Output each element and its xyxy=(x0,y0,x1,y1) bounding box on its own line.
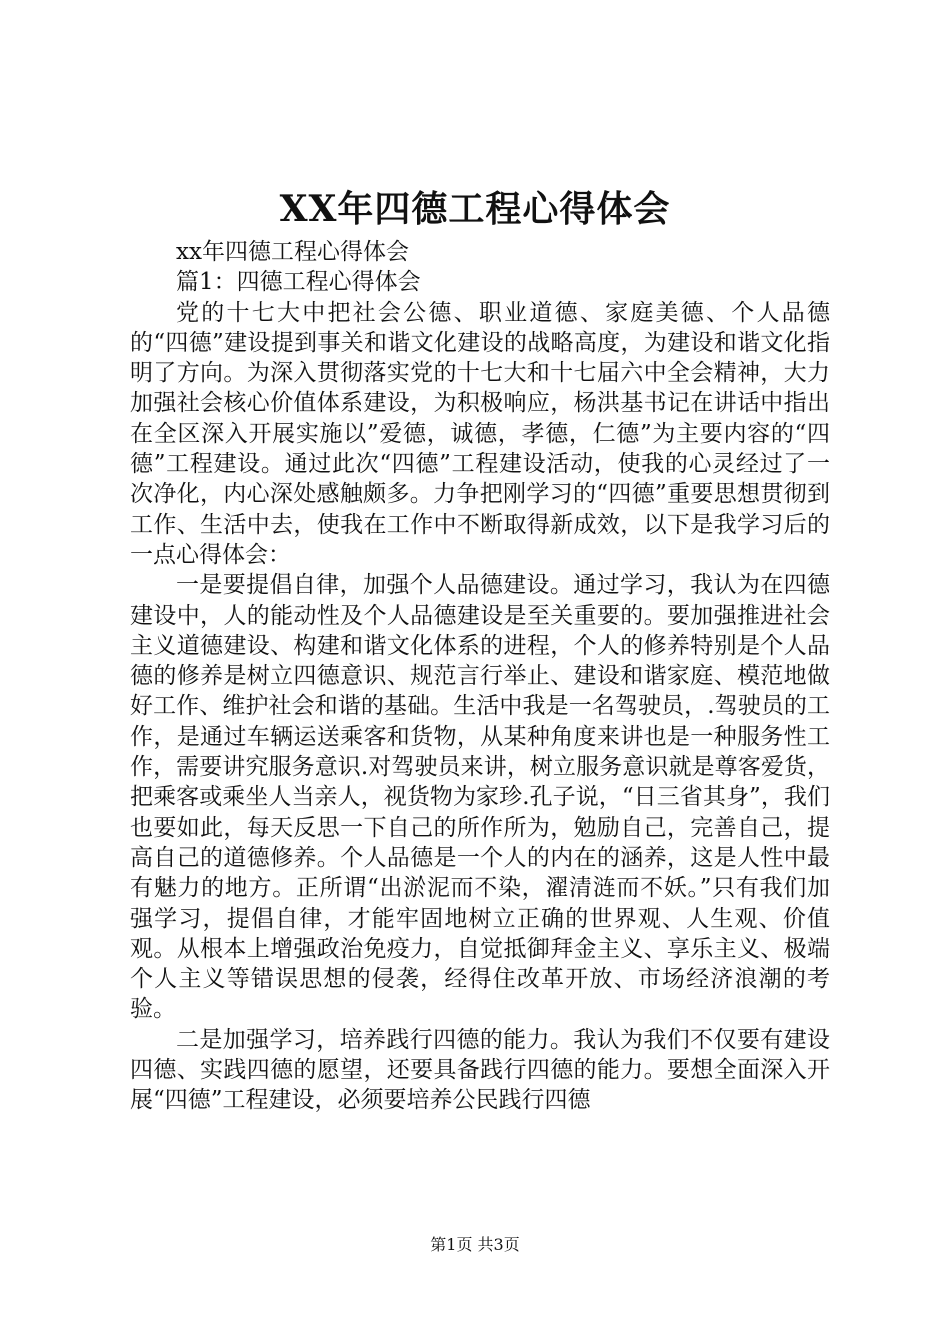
paragraph-point-two: 二是加强学习，培养践行四德的能力。我认为我们不仅要有建设四德、实践四德的愿望，还要具备践行四德的能力。要想全面深入开展“四德”工程建设，必须要培养公民践行四德 xyxy=(130,1026,830,1114)
paragraph-intro: 党的十七大中把社会公德、职业道德、家庭美德、个人品德的“四德”建设提到事关和谐文化建设的战略高度，为建设和谐文化指明了方向。为深入贯彻落实党的十七大和十七届六中全会精神，大力加强社会核心价值体系建设，为积极响应，杨洪基书记在讲话中指出在全区深入开展实施以”爱德，诚德，孝德，仁德”为主要内容的“四德”工程建设。通过此次“四德”工程建设活动，使我的心灵经过了一次净化，内心深处感触颇多。力争把刚学习的“四德”重要思想贯彻到工作、生活中去，使我在工作中不断取得新成效，以下是我学习后的一点心得体会： xyxy=(130,299,830,568)
document-subtitle: xx年四德工程心得体会 xyxy=(176,239,409,265)
document-body xyxy=(130,237,830,1116)
section-heading: 篇1：四德工程心得体会 xyxy=(176,269,421,296)
paragraph-point-one: 一是要提倡自律，加强个人品德建设。通过学习，我认为在四德建设中，人的能动性及个人品德建设是至关重要的。要加强推进社会主义道德建设、构建和谐文化体系的进程，个人的修养特别是个人品德的修养是树立四德意识、规范言行举止、建设和谐家庭、模范地做好工作、维护社会和谐的基础。生活中我是一名驾驶员，.驾驶员的工作，是通过车辆运送乘客和货物，从某种角度来讲也是一种服务性工作，需要讲究服务意识.对驾驶员来讲，树立服务意识就是尊客爱货，把乘客或乘坐人当亲人，视货物为家珍.孔子说，“日三省其身”，我们也要如此，每天反思一下自己的所作所为，勉励自己，完善自己，提高自己的道德修养。个人品德是一个人的内在的涵养，这是人性中最有魅力的地方。正所谓“出淤泥而不染，濯清涟而不妖。”只有我们加强学习，提倡自律，才能牢固地树立正确的世界观、人生观、价值观。从根本上增强政治免疫力，自觉抵御拜金主义、享乐主义、极端个人主义等错误思想的侵袭，经得住改革开放、市场经济浪潮的考验。 xyxy=(130,572,830,1023)
document-title: XX年四德工程心得体会 xyxy=(279,188,671,230)
page-footer: 第1页 共3页 xyxy=(430,1235,520,1254)
